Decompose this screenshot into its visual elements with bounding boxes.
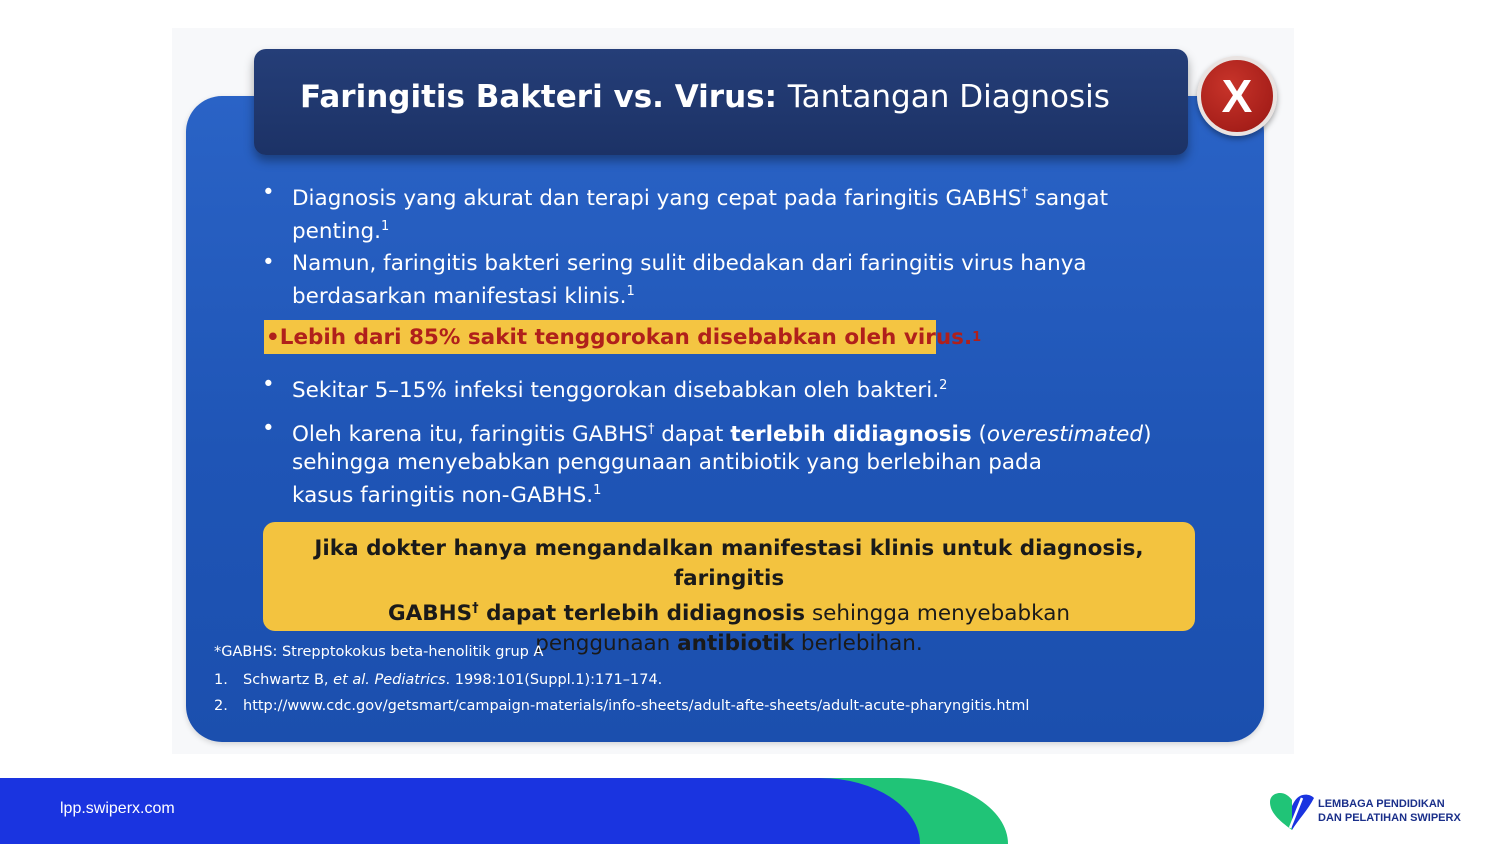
bullet-item: • Diagnosis yang akurat dan terapi yang cepat pada faringitis GABHS† sangat penting.$^1$: [262, 180, 1109, 245]
reference-2: 2. http://www.cdc.gov/getsmart/campaign-materials/info-sheets/adult-afte-sheets/adult-acute-pharyngitis.html: [214, 698, 1030, 714]
bullet-item: • Oleh karena itu, faringitis GABHS† dapat terlebih didiagnosis (overestimated) sehingga menyebabkan penggunaan antibiotik yang berlebihan pada kasus faringitis non-GABHS.$^1$: [262, 416, 1152, 509]
footer-url: lpp.swiperx.com: [60, 800, 175, 817]
reference-1: 1. Schwartz B, et al. Pediatrics. 1998:101(Suppl.1):171–174.: [214, 672, 663, 688]
logo-text: LEMBAGA PENDIDIKAN DAN PELATIHAN SWIPERX: [1318, 798, 1461, 824]
highlighted-bullet: • Lebih dari 85% sakit tenggorokan disebabkan oleh virus. 1: [264, 320, 936, 354]
callout-box: Jika dokter hanya mengandalkan manifestasi klinis untuk diagnosis, faringitis GABHS† dapat terlebih didiagnosis sehingga menyebabkan penggunaan antibiotik berlebihan.: [263, 522, 1195, 631]
bullet-item: • Sekitar 5–15% infeksi tenggorokan disebabkan oleh bakteri.$^2$: [262, 372, 948, 404]
bullet-item: • Namun, faringitis bakteri sering sulit dibedakan dari faringitis virus hanya berdasarkan manifestasi klinis.$^1$: [262, 250, 1087, 310]
swiperx-logo-icon: [1268, 790, 1318, 832]
footnote-gabhs: *GABHS: Strepptokokus beta-henolitik grup A: [214, 644, 544, 660]
page-title: Faringitis Bakteri vs. Virus: Tantangan Diagnosis: [300, 79, 1110, 115]
x-mark-icon: X: [1197, 56, 1277, 136]
title-bar: [254, 49, 1188, 155]
